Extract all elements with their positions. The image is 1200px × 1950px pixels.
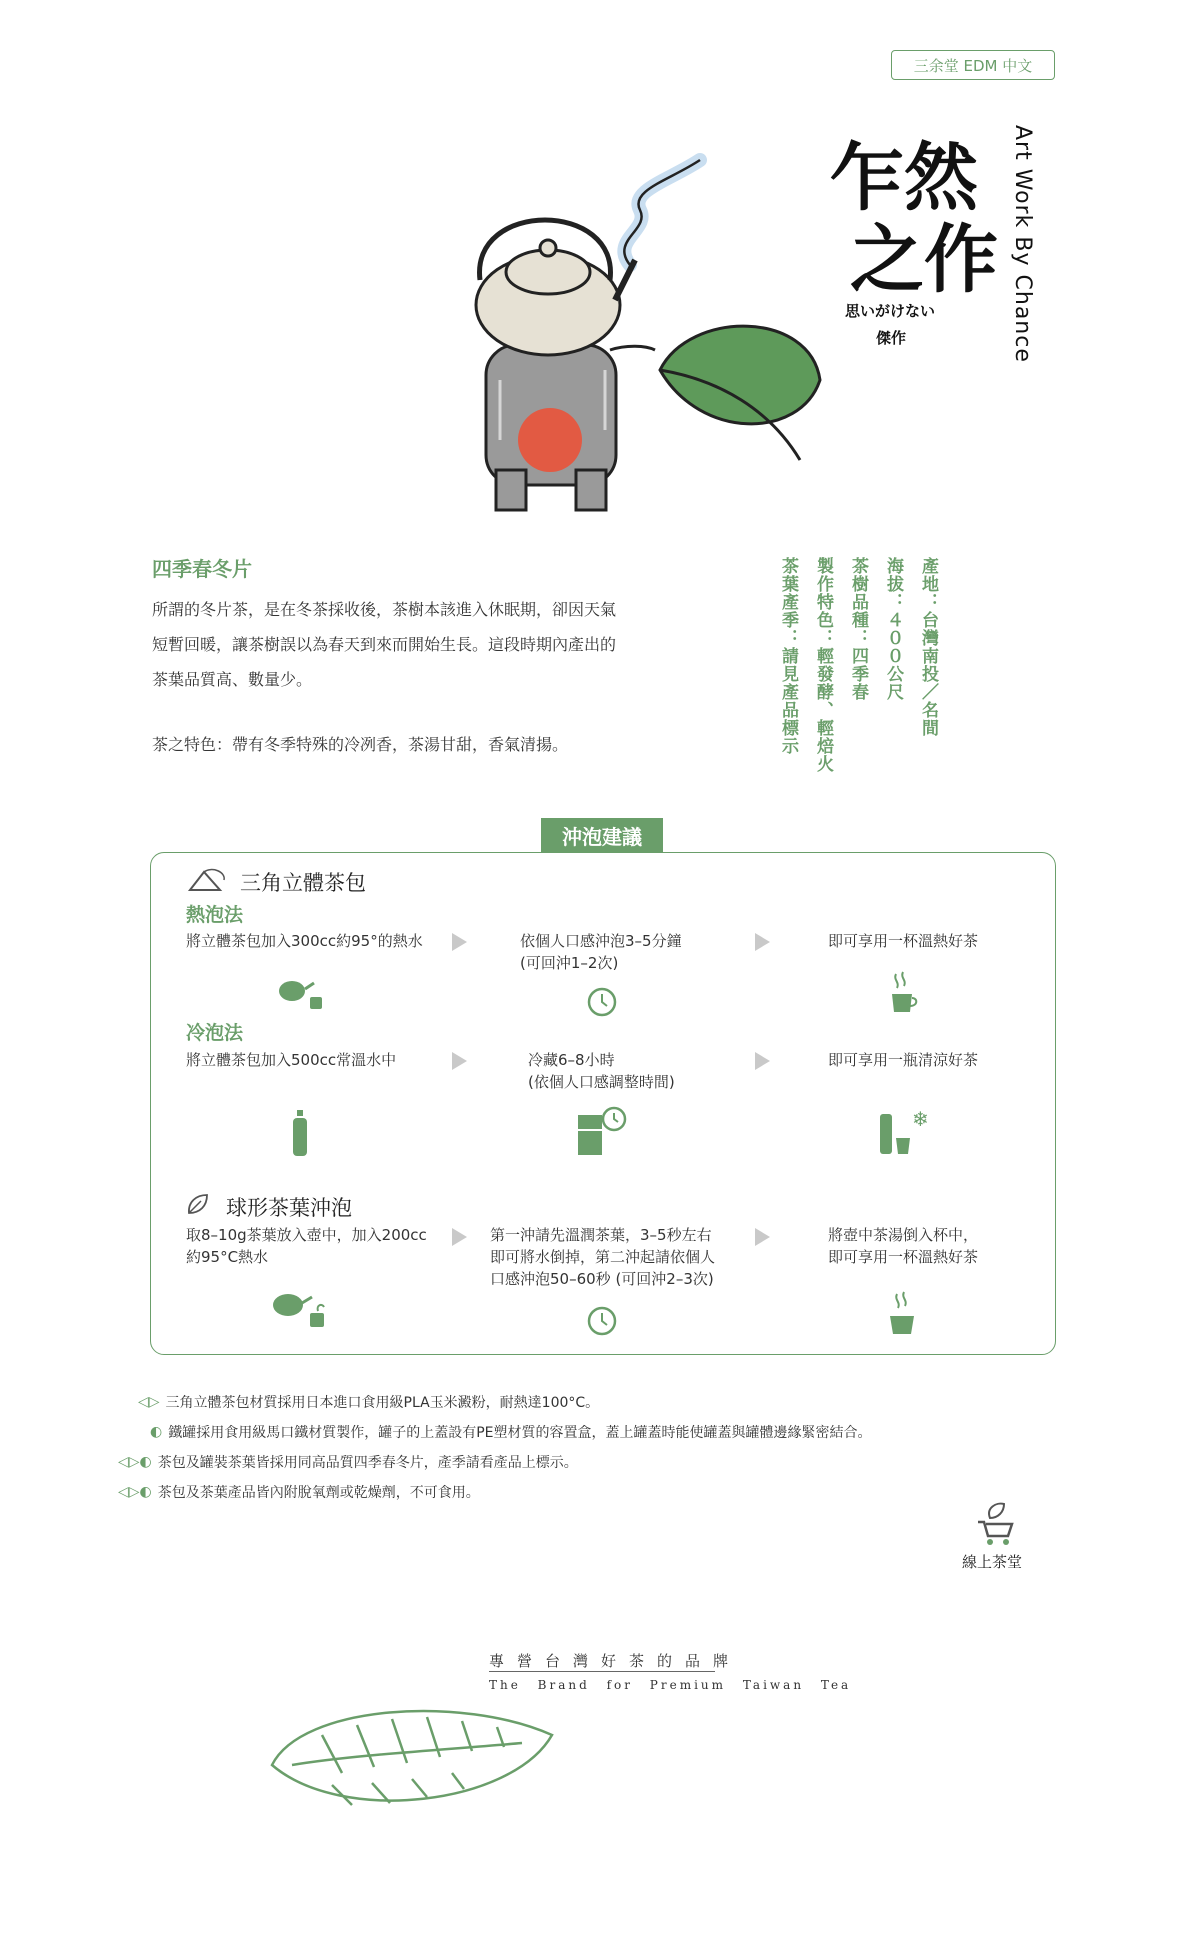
clock-icon [587,1306,617,1336]
spec-season: 茶葉產季：請見產品標示 [778,557,798,755]
teapot-illustration [460,140,860,530]
language-badge[interactable]: 三余堂 EDM 中文 [891,50,1055,80]
teapot-pour-icon [276,975,326,1011]
clock-icon [587,987,617,1017]
hot-step-2: 依個人口感沖泡3–5分鐘 (可回沖1–2次) [520,932,682,972]
cold-method-label: 冷泡法 [186,1022,244,1044]
cold-drink-icon [878,1108,932,1156]
online-shop-link[interactable]: 線上茶堂 [962,1553,1023,1571]
leaf-icon [186,1192,210,1216]
arrow-icon [755,1228,770,1246]
spec-origin: 產地：台灣南投／名間 [918,557,938,737]
cold-step-2: 冷藏6–8小時 (依個人口感調整時間) [528,1051,675,1091]
brand-leaf-logo [262,1695,558,1823]
product-name: 四季春冬片 [152,557,252,581]
brewing-tab: 沖泡建議 [541,818,663,852]
svg-text:❄: ❄ [912,1108,929,1131]
spec-variety: 茶樹品種：四季春 [848,557,868,701]
loose-leaf-title: 球形茶葉沖泡 [226,1196,352,1220]
product-description: 所謂的冬片茶，是在冬茶採收後，茶樹本該進入休眠期，卻因天氣 短暫回暖，讓茶樹誤以為春天到來而開始生長。這段時期內產出的 茶葉品質高、數量少。 [152,600,617,689]
leaf-step-1: 取8–10g茶葉放入壺中，加入200cc 約95°C熱水 [186,1226,427,1266]
tea-cup-icon [887,1290,917,1336]
brand-slogan-cn: 專營台灣好茶的品牌 [489,1652,742,1670]
hot-step-3: 即可享用一杯溫熱好茶 [828,932,979,950]
bag-note-icon: ◁▷ [138,1394,160,1410]
note-item: ◁▷◐ 茶包及茶葉產品皆內附脫氧劑或乾燥劑，不可食用。 [118,1484,480,1501]
hot-method-label: 熱泡法 [186,904,244,926]
arrow-icon [452,933,467,951]
subtitle-jp: 思いがけない [845,302,936,320]
divider [489,1671,715,1672]
brand-slogan-en: The Brand for Premium Taiwan Tea [489,1678,852,1692]
note-item: ◐ 鐵罐採用食用級馬口鐵材質製作，罐子的上蓋設有PE塑材質的容置盒，蓋上罐蓋時能使罐蓋與罐體邊緣緊密結合。 [150,1424,872,1441]
bag-leaf-note-icon: ◁▷◐ [118,1454,152,1470]
note-item: ◁▷◐ 茶包及罐裝茶葉皆採用同高品質四季春冬片，產季請看產品上標示。 [118,1454,578,1471]
tea-bag-icon [186,868,230,894]
bottle-icon [291,1110,309,1156]
title-line-1: 乍然 [830,135,978,221]
note-item: ◁▷ 三角立體茶包材質採用日本進口食用級PLA玉米澱粉，耐熱達100°C。 [138,1394,600,1411]
spec-altitude: 海拔：４００公尺 [883,557,903,701]
arrow-icon [755,933,770,951]
bag-leaf-note-icon: ◁▷◐ [118,1484,152,1500]
teapot-leaf-icon [270,1285,332,1329]
leaf-note-icon: ◐ [150,1424,163,1440]
cold-step-1: 將立體茶包加入500cc常溫水中 [186,1051,397,1069]
arrow-icon [452,1052,467,1070]
hot-cup-icon [888,970,918,1014]
subtitle-jp-2: 傑作 [876,329,907,347]
leaf-step-3: 將壺中茶湯倒入杯中， 即可享用一杯溫熱好茶 [828,1226,979,1266]
title-line-2: 之作 [850,217,998,303]
spec-process: 製作特色：輕發酵、輕焙火 [813,557,833,773]
shopping-cart-icon[interactable] [974,1500,1016,1546]
arrow-icon [452,1228,467,1246]
leaf-step-2: 第一沖請先溫潤茶葉，3–5秒左右 即可將水倒掉，第二沖起請依個人 口感沖泡50–60秒 (可回沖2–3次) [490,1226,716,1288]
cold-step-3: 即可享用一瓶清涼好茶 [828,1051,979,1069]
hot-step-1: 將立體茶包加入300cc約95°的熱水 [186,932,423,950]
triangle-bag-title: 三角立體茶包 [240,871,366,895]
fridge-timer-icon [576,1105,628,1157]
tea-feature: 茶之特色：帶有冬季特殊的冷冽香，茶湯甘甜，香氣清揚。 [152,735,569,754]
arrow-icon [755,1052,770,1070]
art-work-caption: Art Work By Chance [1010,125,1035,363]
